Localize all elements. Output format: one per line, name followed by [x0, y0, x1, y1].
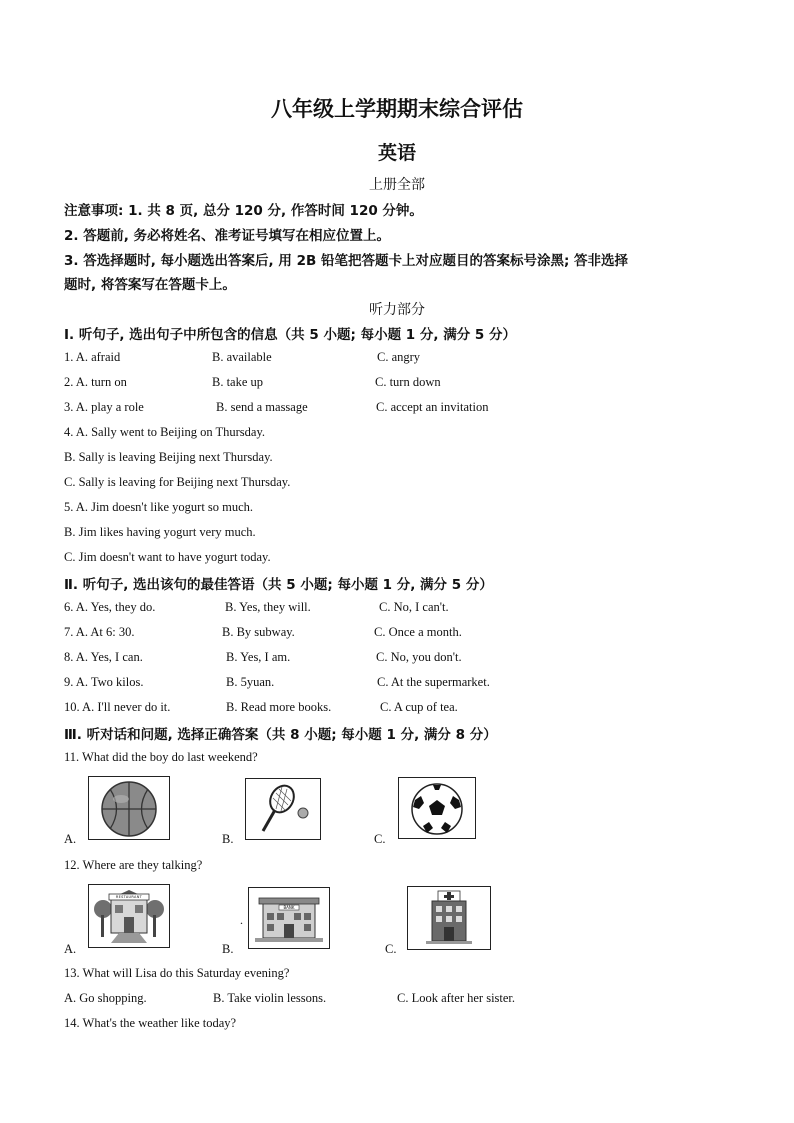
section-3-heading: Ⅲ. 听对话和问题, 选择正确答案（共 8 小题; 每小题 1 分, 满分 8 分） — [64, 727, 497, 743]
listening-title: 听力部分 — [369, 302, 425, 318]
notes-line-2: 2. 答题前, 务必将姓名、准考证号填写在相应位置上。 — [64, 228, 391, 244]
q12-question: 12. Where are they talking? — [64, 858, 203, 872]
scope-title: 上册全部 — [369, 177, 425, 193]
q10-option-c: C. A cup of tea. — [380, 700, 458, 714]
q3-option-b: B. send a massage — [216, 400, 308, 414]
q11-label-b: B. — [222, 832, 234, 846]
q12-label-a: A. — [64, 942, 77, 956]
subject-title: 英语 — [377, 142, 416, 164]
q8-option-c: C. No, you don't. — [376, 650, 462, 664]
q13-option-b: B. Take violin lessons. — [213, 991, 327, 1005]
q10-option-a: 10. A. I'll never do it. — [64, 700, 171, 714]
q1-option-b: B. available — [212, 350, 272, 364]
q12-option-c-image — [407, 886, 491, 950]
q7-option-b: B. By subway. — [222, 625, 295, 639]
section-2-heading: Ⅱ. 听句子, 选出该句的最佳答语（共 5 小题; 每小题 1 分, 满分 5 分） — [64, 577, 493, 593]
q4-option-c: C. Sally is leaving for Beijing next Thursday. — [64, 475, 291, 489]
q11-label-a: A. — [64, 832, 77, 846]
q8-option-a: 8. A. Yes, I can. — [64, 650, 143, 664]
q11-option-c-image — [398, 777, 476, 839]
q5-option-a: 5. A. Jim doesn't like yogurt so much. — [64, 500, 254, 514]
q6-option-c: C. No, I can't. — [379, 600, 449, 614]
q1-option-a: 1. A. afraid — [64, 350, 121, 364]
q1-option-c: C. angry — [377, 350, 421, 364]
q3-option-c: C. accept an invitation — [376, 400, 489, 414]
q11-option-b-image — [245, 778, 321, 840]
q6-option-a: 6. A. Yes, they do. — [64, 600, 156, 614]
hospital-icon — [408, 887, 490, 949]
q10-option-b: B. Read more books. — [226, 700, 332, 714]
q14-question: 14. What's the weather like today? — [64, 1016, 237, 1030]
q2-option-b: B. take up — [212, 375, 264, 389]
tennis-racket-icon — [246, 779, 320, 839]
stray-mark: . — [240, 913, 243, 927]
q7-option-a: 7. A. At 6: 30. — [64, 625, 135, 639]
q5-option-b: B. Jim likes having yogurt very much. — [64, 525, 256, 539]
q2-option-c: C. turn down — [375, 375, 441, 389]
q6-option-b: B. Yes, they will. — [225, 600, 311, 614]
notes-line-3: 3. 答选择题时, 每小题选出答案后, 用 2B 铅笔把答题卡上对应题目的答案标号涂黑; 答非选择 — [64, 253, 629, 269]
q9-option-c: C. At the supermarket. — [377, 675, 490, 689]
q11-question: 11. What did the boy do last weekend? — [64, 750, 258, 764]
q11-option-a-image — [88, 776, 170, 840]
soccer-ball-icon — [399, 778, 475, 838]
q12-option-b-image — [248, 887, 330, 949]
q3-option-a: 3. A. play a role — [64, 400, 144, 414]
restaurant-sign: RESTAURANT — [115, 895, 143, 899]
q11-label-c: C. — [374, 832, 386, 846]
section-1-heading: I. 听句子, 选出句子中所包含的信息（共 5 小题; 每小题 1 分, 满分 5 分） — [64, 327, 516, 343]
q2-option-a: 2. A. turn on — [64, 375, 127, 389]
q4-option-b: B. Sally is leaving Beijing next Thursday. — [64, 450, 273, 464]
q13-option-a: A. Go shopping. — [64, 991, 147, 1005]
q7-option-c: C. Once a month. — [374, 625, 462, 639]
basketball-icon — [89, 777, 169, 839]
bank-sign: BANK — [283, 905, 295, 910]
q8-option-b: B. Yes, I am. — [226, 650, 291, 664]
q9-option-a: 9. A. Two kilos. — [64, 675, 144, 689]
q12-label-c: C. — [385, 942, 397, 956]
q12-label-b: B. — [222, 942, 234, 956]
q13-question: 13. What will Lisa do this Saturday evening? — [64, 966, 290, 980]
exam-title: 八年级上学期期末综合评估 — [271, 97, 523, 121]
notes-line-4: 题时, 将答案写在答题卡上。 — [64, 277, 236, 293]
notes-line-1: 注意事项: 1. 共 8 页, 总分 120 分, 作答时间 120 分钟。 — [64, 203, 423, 219]
q12-option-a-image — [88, 884, 170, 948]
q13-option-c: C. Look after her sister. — [397, 991, 516, 1005]
q4-option-a: 4. A. Sally went to Beijing on Thursday. — [64, 425, 266, 439]
bank-icon — [249, 888, 329, 948]
q5-option-c: C. Jim doesn't want to have yogurt today. — [64, 550, 271, 564]
q9-option-b: B. 5yuan. — [226, 675, 275, 689]
